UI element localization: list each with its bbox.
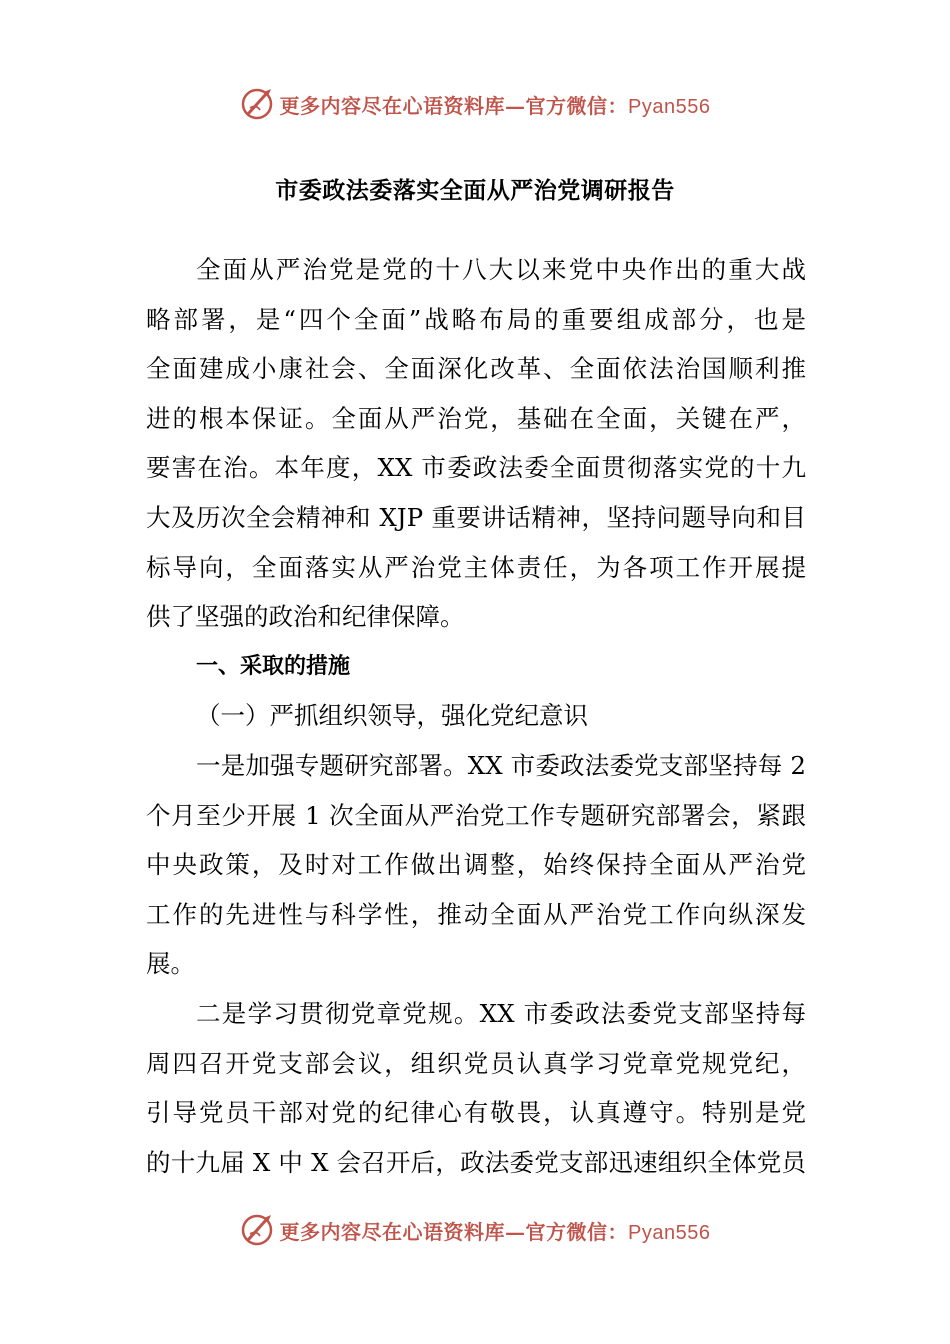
body-line: 进的根本保证。全面从严治党，基础在全面，关键在严，: [146, 403, 806, 433]
body-line: 中央政策，及时对工作做出调整，始终保持全面从严治党: [146, 850, 806, 880]
footer-watermark-banner: [0, 1210, 950, 1250]
body-line: 二是学习贯彻党章党规。XX 市委政法委党支部坚持每: [196, 998, 806, 1028]
document-body: [146, 245, 806, 1187]
header-watermark-banner: [0, 84, 950, 124]
body-line: 略部署，是“四个全面”战略布局的重要组成部分，也是: [146, 304, 806, 334]
body-line: 供了坚强的政治和纪律保障。: [146, 602, 465, 632]
body-line: 全面建成小康社会、全面深化改革、全面依法治国顺利推: [146, 354, 806, 384]
body-line: 工作的先进性与科学性，推动全面从严治党工作向纵深发: [146, 899, 806, 929]
section-heading: 一、采取的措施: [196, 653, 351, 679]
pen-logo-icon: [240, 1212, 276, 1248]
body-line: 全面从严治党是党的十八大以来党中央作出的重大战: [196, 255, 806, 284]
watermark-text: 更多内容尽在心语资料库—官方微信：Pyan556: [279, 1219, 711, 1244]
body-line: 展。: [146, 949, 195, 979]
body-line: 的十九届 X 中 X 会召开后，政法委党支部迅速组织全体党员: [146, 1147, 806, 1177]
pen-logo-icon: [240, 86, 276, 122]
body-line: 大及历次全会精神和 XJP 重要讲话精神，坚持问题导向和目: [146, 502, 806, 532]
subsection-heading: （一）严抓组织领导，强化党纪意识: [196, 701, 588, 731]
body-line: 周四召开党支部会议，组织党员认真学习党章党规党纪，: [146, 1048, 806, 1078]
document-title: 市委政法委落实全面从严治党调研报告: [275, 177, 675, 204]
body-line: 标导向，全面落实从严治党主体责任，为各项工作开展提: [146, 552, 806, 582]
body-line: 要害在治。本年度，XX 市委政法委全面贯彻落实党的十九: [146, 453, 806, 483]
watermark-text: 更多内容尽在心语资料库—官方微信：Pyan556: [279, 93, 711, 118]
body-line: 引导党员干部对党的纪律心有敬畏，认真遵守。特别是党: [146, 1098, 806, 1128]
body-line: 个月至少开展 1 次全面从严治党工作专题研究部署会，紧跟: [146, 800, 806, 830]
body-line: 一是加强专题研究部署。XX 市委政法委党支部坚持每 2: [196, 750, 806, 780]
